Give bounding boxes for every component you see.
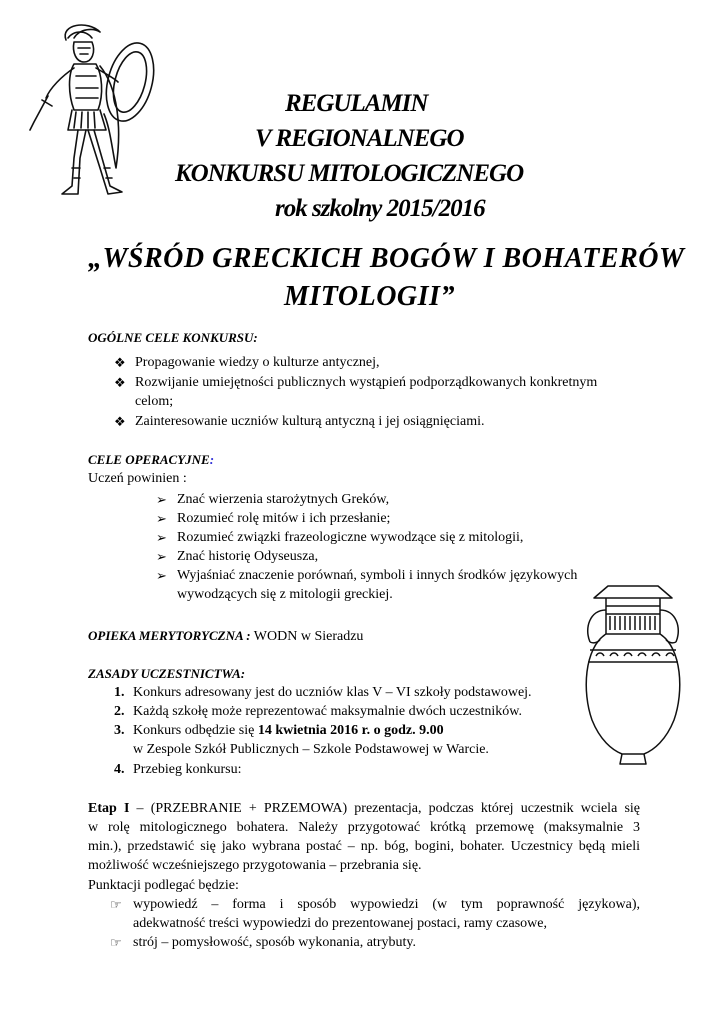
goal-item-continuation: celom;: [135, 394, 174, 409]
rule-number: 3.: [114, 723, 125, 738]
arrow-bullet-icon: ➢: [156, 530, 167, 545]
stage1-label: Etap I: [88, 801, 130, 816]
goal-item: Rozwijanie umiejętności publicznych wystąpień podporządkowanych konkretnym: [135, 375, 598, 390]
operational-item: Rozumieć rolę mitów i ich przesłanie;: [177, 511, 391, 526]
operational-heading-text: CELE OPERACYJNE: [88, 452, 210, 467]
title-line-4: rok szkolny 2015/2016: [275, 195, 485, 222]
title-line-1: REGULAMIN: [285, 90, 428, 117]
care-value: WODN w Sieradzu: [250, 629, 364, 644]
operational-item-continuation: wywodzących się z mitologii greckiej.: [177, 587, 393, 602]
stage1-paragraph-line: min.), przedstawić się jako wybrana postać – np. bóg, bogini, bohater. Uczestnicy będą mieli: [88, 839, 640, 854]
motto-line-2: MITOLOGII”: [284, 281, 455, 312]
arrow-bullet-icon: ➢: [156, 511, 167, 526]
greek-amphora-illustration: [578, 582, 688, 772]
stage1-text: – (PRZEBRANIE + PRZEMOWA) prezentacja, podczas której uczestnik wciela się: [129, 801, 640, 816]
rule-number: 4.: [114, 762, 125, 777]
stage1-paragraph-line: w rolę mitologicznego bohatera. Należy przygotować krótką przemowę (maksymalnie 3: [88, 820, 640, 835]
diamond-bullet-icon: ❖: [114, 355, 126, 370]
arrow-bullet-icon: ➢: [156, 568, 167, 583]
diamond-bullet-icon: ❖: [114, 414, 126, 429]
operational-item: Rozumieć związki frazeologiczne wywodzące się z mitologii,: [177, 530, 524, 545]
operational-item: Znać historię Odyseusza,: [177, 549, 319, 564]
scoring-item: strój – pomysłowość, sposób wykonania, atrybuty.: [133, 935, 416, 950]
operational-item: Znać wierzenia starożytnych Greków,: [177, 492, 390, 507]
rule-item: Każdą szkołę może reprezentować maksymalnie dwóch uczestników.: [133, 704, 522, 719]
care-label: OPIEKA MERYTORYCZNA :: [88, 628, 251, 643]
rule-item: [133, 721, 444, 740]
rule-item: Przebieg konkursu:: [133, 762, 242, 777]
diamond-bullet-icon: ❖: [114, 375, 126, 390]
rule-number: 1.: [114, 685, 125, 700]
goal-item: Zainteresowanie uczniów kulturą antyczną i jej osiągnięciami.: [135, 414, 485, 429]
contest-date: 14 kwietnia 2016 r. o godz. 9.00: [257, 723, 444, 738]
scoring-item: wypowiedź – forma i sposób wypowiedzi (w tym poprawność językowa),: [133, 897, 640, 912]
rule-item: Konkurs adresowany jest do uczniów klas V – VI szkoły podstawowej.: [133, 685, 532, 700]
rule-item-text: Konkurs odbędzie się: [133, 723, 258, 738]
greek-warrior-illustration: [18, 18, 160, 200]
title-line-2: V REGIONALNEGO: [255, 125, 464, 152]
care-line: [88, 626, 363, 646]
motto-line-1: „WŚRÓD GRECKICH BOGÓW I BOHATERÓW: [88, 243, 685, 274]
rule-number: 2.: [114, 704, 125, 719]
operational-heading-colon: :: [209, 452, 215, 467]
goal-item: Propagowanie wiedzy o kulturze antycznej,: [135, 355, 380, 370]
section-heading-rules: ZASADY UCZESTNICTWA:: [88, 666, 246, 681]
pointing-hand-bullet-icon: ☞: [110, 935, 122, 950]
operational-intro: Uczeń powinien :: [88, 471, 187, 486]
rule-item-continuation: w Zespole Szkół Publicznych – Szkole Podstawowej w Warcie.: [133, 742, 489, 757]
section-heading-goals: OGÓLNE CELE KONKURSU:: [88, 330, 258, 345]
arrow-bullet-icon: ➢: [156, 549, 167, 564]
section-heading-operational: [88, 450, 214, 469]
pointing-hand-bullet-icon: ☞: [110, 897, 122, 912]
scoring-intro: Punktacji podlegać będzie:: [88, 878, 239, 893]
scoring-item-continuation: adekwatność treści wypowiedzi do prezentowanej postaci, ramy czasowe,: [133, 916, 548, 931]
arrow-bullet-icon: ➢: [156, 492, 167, 507]
operational-item: Wyjaśniać znaczenie porównań, symboli i innych środków językowych: [177, 568, 578, 583]
stage1-paragraph-line: [88, 799, 640, 818]
stage1-paragraph-line: możliwość wcześniejszego przygotowania – przebrania się.: [88, 858, 422, 873]
title-line-3: KONKURSU MITOLOGICZNEGO: [175, 160, 524, 187]
